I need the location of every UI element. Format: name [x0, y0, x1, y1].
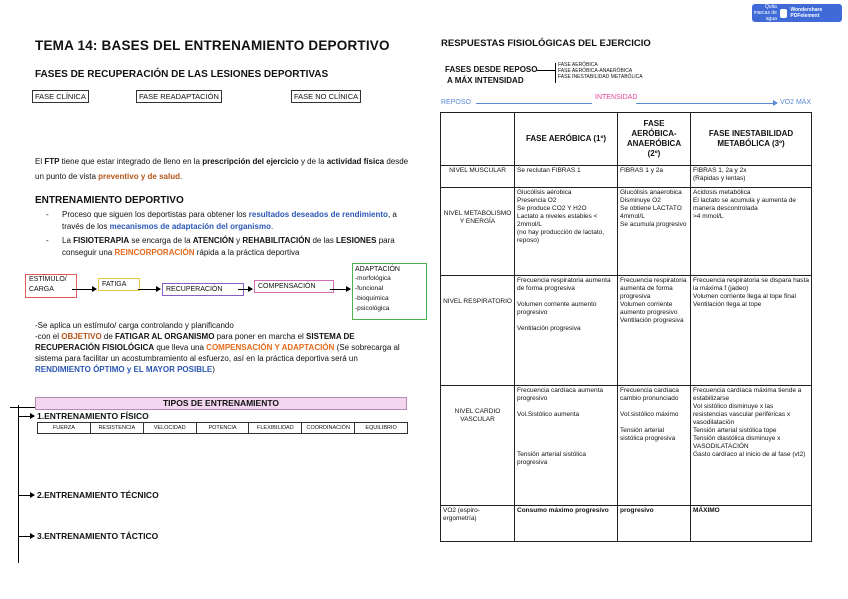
phase-no-clinica: FASE NO CLÍNICA [291, 90, 361, 103]
skill-cell: POTENCIA [197, 423, 250, 433]
watermark-remove-text: Quita marcas de agua [753, 4, 777, 22]
table-cell: Se reclutan FIBRAS 1 [515, 166, 618, 188]
axis-line-left [476, 103, 592, 104]
row-header: NIVEL CARDIO VASCULAR [441, 386, 515, 506]
table-cell: Consumo máximo progresivo [515, 506, 618, 542]
table-row [441, 386, 812, 506]
row-header: NIVEL METABOLISMO Y ENERGÍA [441, 188, 515, 276]
page-title: TEMA 14: BASES DEL ENTRENAMIENTO DEPORTIVO [35, 38, 390, 53]
flow-recuperacion-box: RECUPERACIÓN [162, 283, 244, 296]
skill-cell: VELOCIDAD [144, 423, 197, 433]
flow-estimulo-box: ESTÍMULO/ CARGA [25, 274, 77, 298]
flow-adaptacion-box [352, 263, 427, 320]
skill-cell: EQUILIBRIO [365, 425, 397, 431]
adaptacion-item: -bioquímica [355, 295, 389, 302]
adaptacion-item: -funcional [355, 285, 384, 292]
watermark-brand: Wondershare PDFelement [790, 7, 823, 19]
fases-list [558, 62, 643, 80]
table-cell: Frecuencia respiratoria se dispara hasta la máxima f (jadeo) Volumen corriente llega al tope final Ventilación llega al tope [691, 276, 812, 386]
adaptacion-item: -morfológica [355, 275, 391, 282]
flow-arrow-1 [72, 289, 96, 290]
col-header: FASE INESTABILIDAD METABÓLICA (3º) [691, 113, 812, 166]
flow-arrow-3 [238, 289, 252, 290]
table-cell: Frecuencia cardíaca aumenta progresivo Vol.Sistólico aumenta Tensión arterial sistólica progresiva [515, 386, 618, 506]
entrenamiento-tecnico: 2.ENTRENAMIENTO TÉCNICO [37, 490, 159, 500]
objective-paragraph: -Se aplica un estímulo/ carga controlando y planificando -con el OBJETIVO de FATIGAR AL ORGANISMO para poner en marcha el SISTEMA DE RECUPERACIÓN FISIOLÓGICA que lleva una COMPENSACIÓN Y ADAPTACIÓN (Se sobrecarga al sistema para facilitar un acostumbramiento al esfuerzo, así en la práctica deportiva será un RENDIMIENTO ÓPTIMO y EL MAYOR POSIBLE) [35, 321, 400, 374]
adaptacion-title: ADAPTACIÓN [355, 266, 400, 273]
table-row [441, 188, 812, 276]
table-cell: Acidosis metabólica El lactato se acumula y aumenta de manera descontrolada >4 mmol/L [691, 188, 812, 276]
skill-cell: FLEXIBILIDAD [249, 423, 302, 433]
table-cell: Frecuencia cardíaca máxima tiende a estabilizarse Vol sistólico disminuye x las resistencias vascular periféricas x vasodilatación Tensión arterial sistólica tope Tensión diastólica disminuye x VASODILATACIÓN Gasto cardíaco al inicio de al fase (vt2) [691, 386, 812, 506]
tree-branch-0 [10, 407, 35, 408]
entrenamiento-tactico: 3.ENTRENAMIENTO TÁCTICO [37, 531, 159, 541]
row-header: NIVEL MUSCULAR [441, 166, 515, 188]
col-header: FASE AERÓBICA (1º) [515, 113, 618, 166]
skill-cell: RESISTENCIA [91, 423, 144, 433]
tree-arrow-1 [18, 416, 34, 417]
table-cell: Frecuencia respiratoria aumenta de forma progresiva Volumen corriente aumento progresivo Ventilación progresiva [515, 276, 618, 386]
table-row [441, 506, 812, 542]
table-cell: MÁXIMO [691, 506, 812, 542]
axis-arrow-icon [773, 100, 778, 106]
table-cell: progresivo [618, 506, 691, 542]
table-row [441, 276, 812, 386]
entrenamiento-deportivo-heading: ENTRENAMIENTO DEPORTIVO [35, 195, 184, 206]
row-header: VO2 (espiro-ergometría) [441, 506, 515, 542]
axis-reposo: REPOSO [441, 99, 471, 106]
pdfelement-logo-icon [780, 9, 787, 18]
phases-title: FASES DE RECUPERACIÓN DE LAS LESIONES DEPORTIVAS [35, 69, 329, 80]
watermark-banner[interactable] [752, 4, 842, 22]
fases-reposo-label: FASES DESDE REPOSO A MÁX INTENSIDAD [445, 65, 538, 85]
table-cell: FIBRAS 1, 2a y 2x (Rápidas y lentas) [691, 166, 812, 188]
bullet-proceso: - Proceso que siguen los deportistas para obtener los resultados deseados de rendimiento, a través de los mecanismos de adaptación del organismo. [46, 210, 397, 231]
flow-fatiga-box: FATIGA [98, 278, 140, 291]
table-cell: FIBRAS 1 y 2a [618, 166, 691, 188]
skills-row [37, 422, 408, 434]
fase-item: FASE INESTABILIDAD METABÓLICA [558, 74, 643, 80]
tree-vertical-line [18, 405, 19, 563]
bullet-fisioterapia: - La FISIOTERAPIA se encarga de la ATENCIÓN y REHABILITACIÓN de las LESIONES para conseguir una REINCORPORACIÓN rápida a la práctica deportiva [46, 236, 395, 257]
flow-compensacion-box: COMPENSACIÓN [254, 280, 334, 293]
tipos-entrenamiento-header: TIPOS DE ENTRENAMIENTO [35, 397, 407, 410]
table-cell: Frecuencia cardíaca cambio pronunciado Vol.sistólico máximo Tensión arterial sistólica progresiva [618, 386, 691, 506]
entrenamiento-fisico: 1.ENTRENAMIENTO FÍSICO [37, 411, 149, 421]
table-header-row [441, 113, 812, 166]
table-corner [441, 113, 515, 166]
table-cell: Glucólisis aérobica Presencia O2 Se produce CO2 Y H2O Lactato a niveles estables < 2mmol/L (no hay producción de lactato, reposo) [515, 188, 618, 276]
physiology-table [440, 112, 812, 542]
axis-intensidad: INTENSIDAD [595, 94, 638, 101]
fase-item: FASE AERÓBICA-ANAERÓBICA [558, 68, 633, 74]
row-header: NIVEL RESPIRATORIO [441, 276, 515, 386]
table-cell: Glucólisis anaerobica Disminuye O2 Se obtiene LACTATO 4mmol/L Se acumula progresivo [618, 188, 691, 276]
table-cell: Frecuencia respiratoria aumenta de forma progresiva Volumen corriente aumento progresivo Ventilación progresiva [618, 276, 691, 386]
axis-line-right [636, 103, 776, 104]
tree-arrow-2 [18, 495, 34, 496]
skill-cell: FUERZA [38, 423, 91, 433]
col-header: FASE AERÓBICA-ANAERÓBICA (2º) [618, 113, 691, 166]
intro-paragraph: El FTP tiene que estar integrado de lleno en la prescripción del ejercicio y de la actividad física desde un punto de vista preventivo y de salud. [35, 157, 409, 181]
phase-readaptacion: FASE READAPTACIÓN [136, 90, 222, 103]
flow-arrow-4 [330, 289, 350, 290]
phase-clinica: FASE CLÍNICA [32, 90, 89, 103]
flow-arrow-2 [138, 289, 160, 290]
skill-cell: COORDINACIÓN [302, 423, 355, 433]
fases-bracket [555, 63, 556, 83]
fases-connector [537, 70, 555, 71]
fase-item: FASE AERÓBICA [558, 62, 598, 68]
adaptacion-item: -psicológica [355, 305, 390, 312]
tree-arrow-3 [18, 536, 34, 537]
table-row [441, 166, 812, 188]
respuestas-title: RESPUESTAS FISIOLÓGICAS DEL EJERCICIO [441, 38, 651, 49]
axis-vo2max: VO2 MÁX [780, 99, 812, 106]
